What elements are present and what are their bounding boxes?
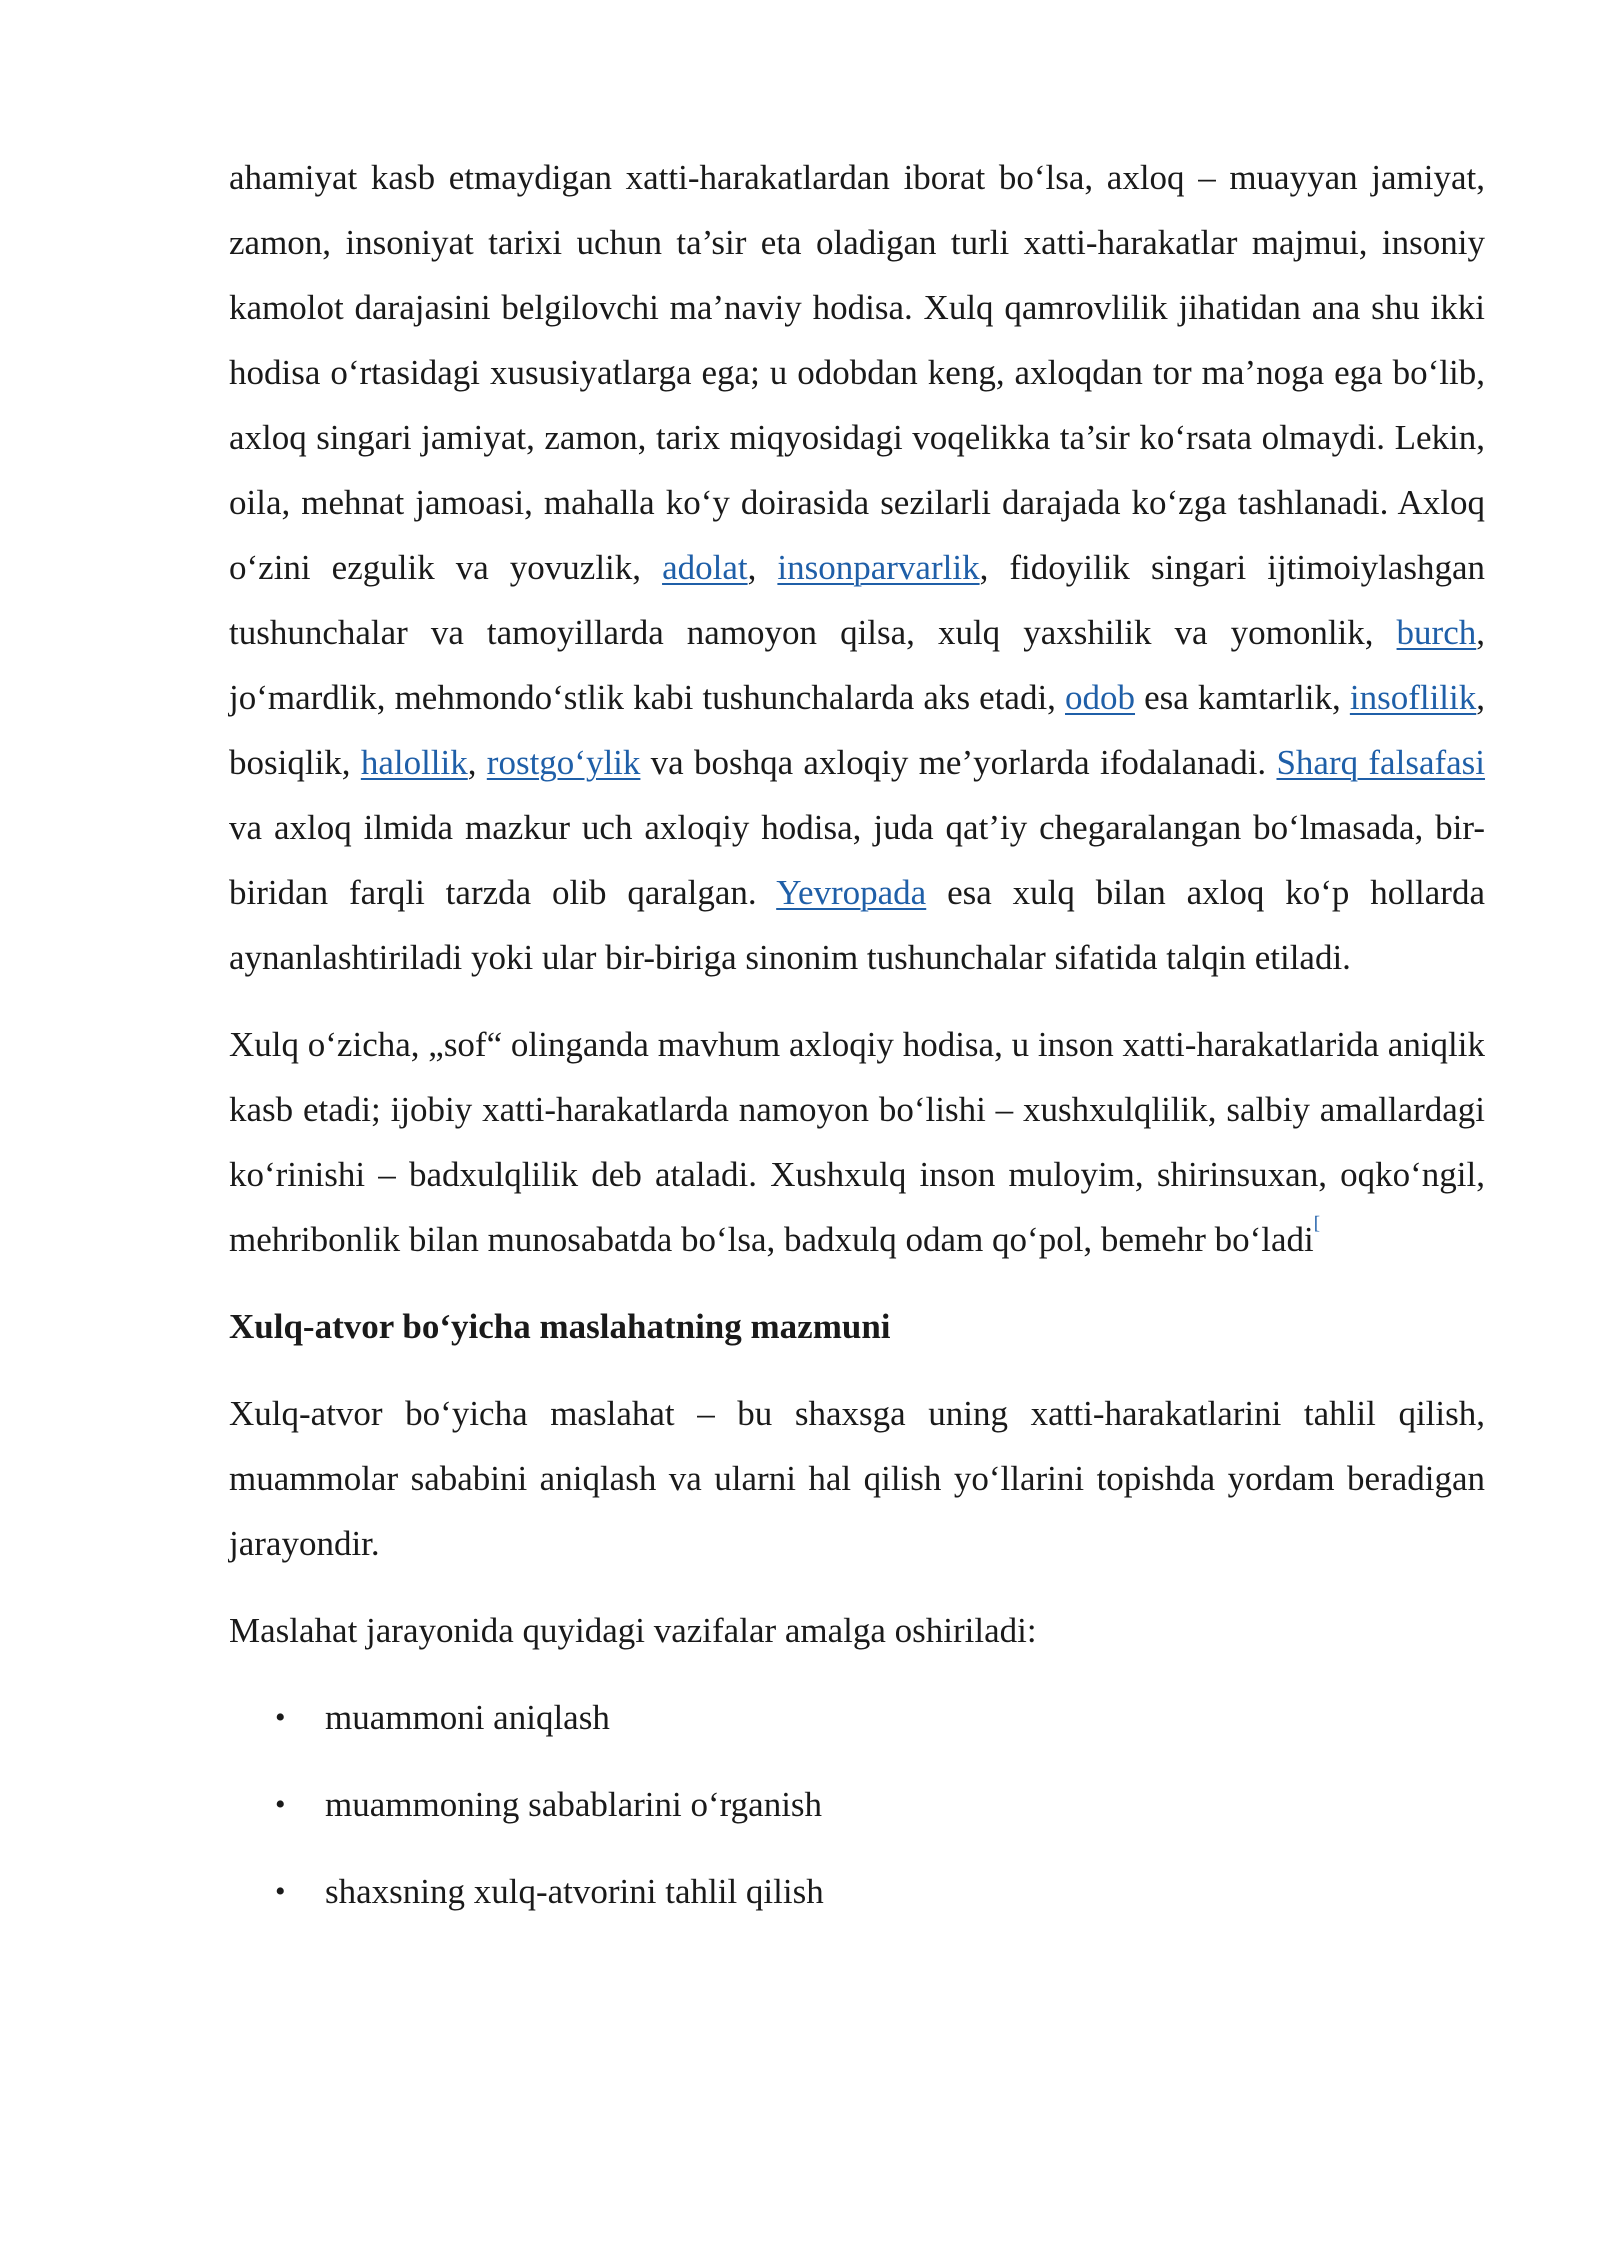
paragraph-3: Xulq-atvor bo‘yicha maslahat – bu shaxsga uning xatti-harakatlarini tahlil qilish, muammolar sababini aniqlash va ularni hal qilish yo‘llarini topishda yordam beradigan jarayondir. — [229, 1394, 1485, 1563]
paragraph-2 — [229, 1012, 1485, 1272]
list-item-text: shaxsning xulq-atvorini tahlil qilish — [325, 1872, 824, 1911]
text-run: , — [467, 743, 487, 782]
inline-link[interactable]: rostgo‘ylik — [486, 743, 641, 782]
inline-link[interactable]: burch — [1396, 613, 1477, 652]
bullet-icon: • — [275, 1701, 286, 1734]
document-page — [229, 145, 1485, 1946]
inline-link[interactable]: insonparvarlik — [777, 548, 980, 587]
list-item — [229, 1685, 1485, 1750]
section-heading: Xulq-atvor bo‘yicha maslahatning mazmuni — [229, 1307, 891, 1346]
task-list — [229, 1685, 1485, 1924]
inline-link[interactable]: Yevropada — [776, 873, 927, 912]
paragraph-4: Maslahat jarayonida quyidagi vazifalar amalga oshiriladi: — [229, 1611, 1037, 1650]
text-run: ahamiyat kasb etmaydigan xatti-harakatlardan iborat bo‘lsa, axloq – muayyan jamiyat, zamon, insoniyat tarixi uchun ta’sir eta oladigan turli xatti-harakatlar majmui, insoniy kamolot darajasini belgilovchi ma’naviy hodisa. Xulq qamrovlilik jihatidan ana shu ikki hodisa o‘rtasidagi xususiyatlarga ega; u odobdan keng, axloqdan tor ma’noga ega bo‘lib, axloq singari jamiyat, zamon, tarix miqyosidagi voqelikka ta’sir ko‘rsata olmaydi. Lekin, oila, mehnat jamoasi, mahalla ko‘y doirasida sezilarli darajada ko‘zga tashlanadi. Axloq o‘zini ezgulik va yovuzlik, — [229, 158, 1485, 587]
text-run: esa kamtarlik, — [1135, 678, 1350, 717]
text-run: , bosiqlik, — [229, 678, 1486, 782]
inline-link[interactable]: halollik — [360, 743, 468, 782]
text-run: , — [747, 548, 778, 587]
inline-link[interactable]: Sharq falsafasi — [1276, 743, 1486, 782]
list-item — [229, 1772, 1485, 1837]
bullet-icon: • — [275, 1788, 286, 1821]
list-item — [229, 1859, 1485, 1924]
list-item-text: muammoning sabablarini o‘rganish — [325, 1785, 823, 1824]
inline-link[interactable]: insoflilik — [1349, 678, 1477, 717]
text-run: esa xulq bilan axloq ko‘p hollarda aynanlashtiriladi yoki ular bir-biriga sinonim tushunchalar sifatida talqin etiladi. — [229, 873, 1485, 977]
bullet-icon: • — [275, 1875, 286, 1908]
paragraph-1 — [229, 145, 1485, 990]
inline-link[interactable]: odob — [1065, 678, 1136, 717]
footnote-link[interactable]: [ — [1313, 1213, 1321, 1234]
list-item-text: muammoni aniqlash — [325, 1698, 610, 1737]
text-run: , fidoyilik singari ijtimoiylashgan tushunchalar va tamoyillarda namoyon qilsa, xulq yaxshilik va yomonlik, — [229, 548, 1485, 652]
text-run: va axloq ilmida mazkur uch axloqiy hodisa, juda qat’iy chegaralangan bo‘lmasada, bir-biridan farqli tarzda olib qaralgan. — [229, 808, 1485, 912]
text-run: , jo‘mardlik, mehmondo‘stlik kabi tushunchalarda aks etadi, — [229, 613, 1485, 717]
inline-link[interactable]: adolat — [662, 548, 748, 587]
text-run: va boshqa axloqiy me’yorlarda ifodalanadi. — [640, 743, 1277, 782]
text-run: Xulq o‘zicha, „sof“ olinganda mavhum axloqiy hodisa, u inson xatti-harakatlarida aniqlik kasb etadi; ijobiy xatti-harakatlarda namoyon bo‘lishi – xushxulqlilik, salbiy amallardagi ko‘rinishi – badxulqlilik deb ataladi. Xushxulq inson muloyim, shirinsuxan, oqko‘ngil, mehribonlik bilan munosabatda bo‘lsa, badxulq odam qo‘pol, bemehr bo‘ladi — [229, 1025, 1485, 1259]
